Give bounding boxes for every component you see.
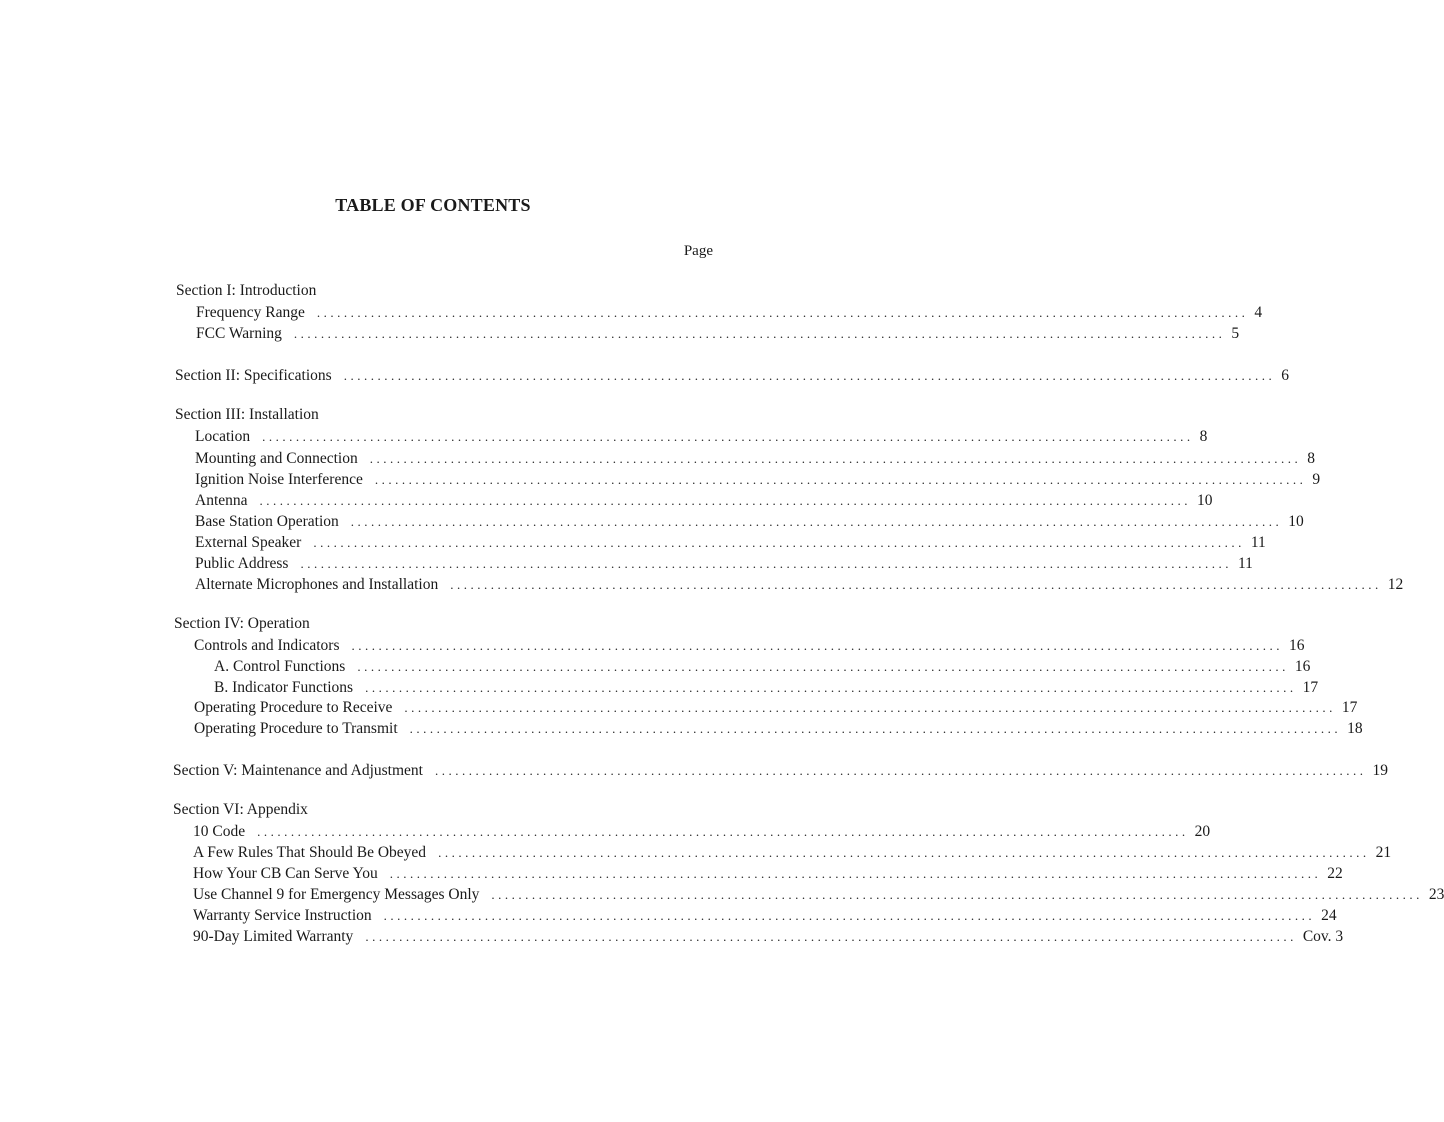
dot-leader: .......................................................................................................................................... [343, 368, 1276, 383]
dot-leader: .......................................................................................................................................... [491, 887, 1423, 902]
dot-leader: .......................................................................................................................................... [438, 845, 1370, 860]
toc-entry-page: 8 [1307, 450, 1315, 467]
toc-entry-page: 8 [1199, 428, 1208, 445]
toc-entry [194, 698, 1358, 718]
toc-entry-label: Public Address [195, 555, 289, 572]
toc-entry [193, 906, 1337, 926]
toc-entry [195, 449, 1315, 469]
section-heading: Section VI: Appendix [173, 801, 308, 818]
toc-entry-label: Ignition Noise Interference [195, 471, 363, 488]
toc-entry-label: 10 Code [193, 823, 246, 840]
toc-entry-label: Antenna [195, 492, 248, 509]
toc-entry [193, 885, 1444, 905]
toc-entry [195, 512, 1304, 532]
toc-entry-page: 16 [1289, 637, 1305, 654]
dot-leader: .......................................................................................................................................... [351, 638, 1284, 653]
toc-entry-page: 17 [1302, 679, 1319, 696]
toc-entry [195, 427, 1208, 447]
toc-entry-page: 23 [1428, 886, 1444, 903]
toc-entry-label: Controls and Indicators [194, 637, 340, 654]
toc-entry [193, 864, 1343, 884]
toc-entry-label: A. Control Functions [214, 658, 346, 675]
dot-leader: .......................................................................................................................................... [262, 429, 1194, 444]
toc-entry-label: Mounting and Connection [195, 450, 358, 467]
toc-entry-page: 24 [1321, 907, 1337, 924]
toc-entry [194, 719, 1363, 739]
toc-entry-label: 90-Day Limited Warranty [193, 928, 354, 945]
toc-entry [193, 927, 1344, 947]
toc-entry-page: 12 [1387, 576, 1404, 593]
toc-entry-label: How Your CB Can Serve You [193, 865, 378, 882]
dot-leader: .......................................................................................................................................... [365, 680, 1297, 695]
dot-leader: .......................................................................................................................................... [369, 451, 1302, 466]
toc-entry [214, 678, 1319, 698]
toc-entry-page: 11 [1237, 555, 1253, 572]
toc-entry-label: B. Indicator Functions [214, 679, 354, 696]
dot-leader: .......................................................................................................................................... [450, 577, 1382, 592]
toc-entry-label: Frequency Range [196, 304, 305, 321]
toc-entry [175, 366, 1289, 386]
section-heading: Section V: Maintenance and Adjustment [173, 762, 423, 779]
dot-leader: .......................................................................................................................................... [434, 763, 1367, 778]
page-title: TABLE OF CONTENTS [335, 195, 531, 215]
toc-entry-page: 6 [1281, 367, 1289, 384]
toc-entry [194, 636, 1305, 656]
toc-entry-page: Cov. 3 [1302, 928, 1344, 945]
toc-entry [195, 554, 1253, 574]
toc-entry-label: Operating Procedure to Transmit [194, 720, 398, 737]
page-column-header: Page [683, 243, 713, 259]
toc-entry-label: External Speaker [195, 534, 302, 551]
toc-entry-page: 17 [1341, 699, 1358, 716]
toc-entry [193, 843, 1392, 863]
dot-leader: .......................................................................................................................................... [365, 929, 1297, 944]
section-heading: Section IV: Operation [174, 615, 310, 632]
toc-entry [196, 303, 1263, 323]
section-heading: Section II: Specifications [175, 367, 332, 384]
section-heading: Section III: Installation [175, 406, 319, 423]
dot-leader: .......................................................................................................................................... [313, 535, 1245, 550]
toc-entry-page: 20 [1194, 823, 1211, 840]
dot-leader: .......................................................................................................................................... [316, 305, 1249, 320]
dot-leader: .......................................................................................................................................... [389, 866, 1322, 881]
dot-leader: .......................................................................................................................................... [257, 824, 1189, 839]
dot-leader: .......................................................................................................................................... [357, 659, 1289, 674]
dot-leader: .......................................................................................................................................... [374, 472, 1307, 487]
dot-leader: .......................................................................................................................................... [350, 514, 1283, 529]
dot-leader: .......................................................................................................................................... [409, 721, 1342, 736]
toc-entry-label: Warranty Service Instruction [193, 907, 372, 924]
toc-entry-page: 16 [1294, 658, 1311, 675]
toc-entry-label: Base Station Operation [195, 513, 339, 530]
toc-entry-page: 19 [1372, 762, 1388, 779]
toc-entry-label: Alternate Microphones and Installation [195, 576, 439, 593]
toc-entry-page: 4 [1254, 304, 1263, 321]
dot-leader: .......................................................................................................................................... [300, 556, 1232, 571]
toc-entry-label: Use Channel 9 for Emergency Messages Only [193, 886, 480, 903]
toc-entry [193, 822, 1211, 842]
toc-entry-page: 9 [1312, 471, 1321, 488]
toc-entry [195, 470, 1321, 490]
toc-entry [195, 491, 1213, 511]
toc-entry-label: Location [195, 428, 251, 445]
dot-leader: .......................................................................................................................................... [404, 700, 1336, 715]
toc-entry [195, 575, 1404, 595]
toc-entry-page: 5 [1231, 325, 1240, 342]
toc-entry [196, 324, 1240, 344]
toc-entry-label: FCC Warning [196, 325, 282, 342]
toc-entry-label: Operating Procedure to Receive [194, 699, 393, 716]
toc-entry-page: 10 [1288, 513, 1304, 530]
toc-entry-page: 11 [1250, 534, 1266, 551]
toc-entry-page: 18 [1347, 720, 1363, 737]
toc-entry-page: 10 [1197, 492, 1213, 509]
toc-entry-label: A Few Rules That Should Be Obeyed [193, 844, 427, 861]
toc-entry-page: 21 [1375, 844, 1392, 861]
toc-entry [214, 657, 1311, 677]
section-heading: Section I: Introduction [176, 282, 317, 299]
dot-leader: .......................................................................................................................................... [259, 493, 1192, 508]
toc-entry [173, 761, 1388, 781]
toc-entry-page: 22 [1327, 865, 1343, 882]
dot-leader: .......................................................................................................................................... [293, 326, 1226, 341]
dot-leader: .......................................................................................................................................... [383, 908, 1316, 923]
toc-entry [195, 533, 1266, 553]
